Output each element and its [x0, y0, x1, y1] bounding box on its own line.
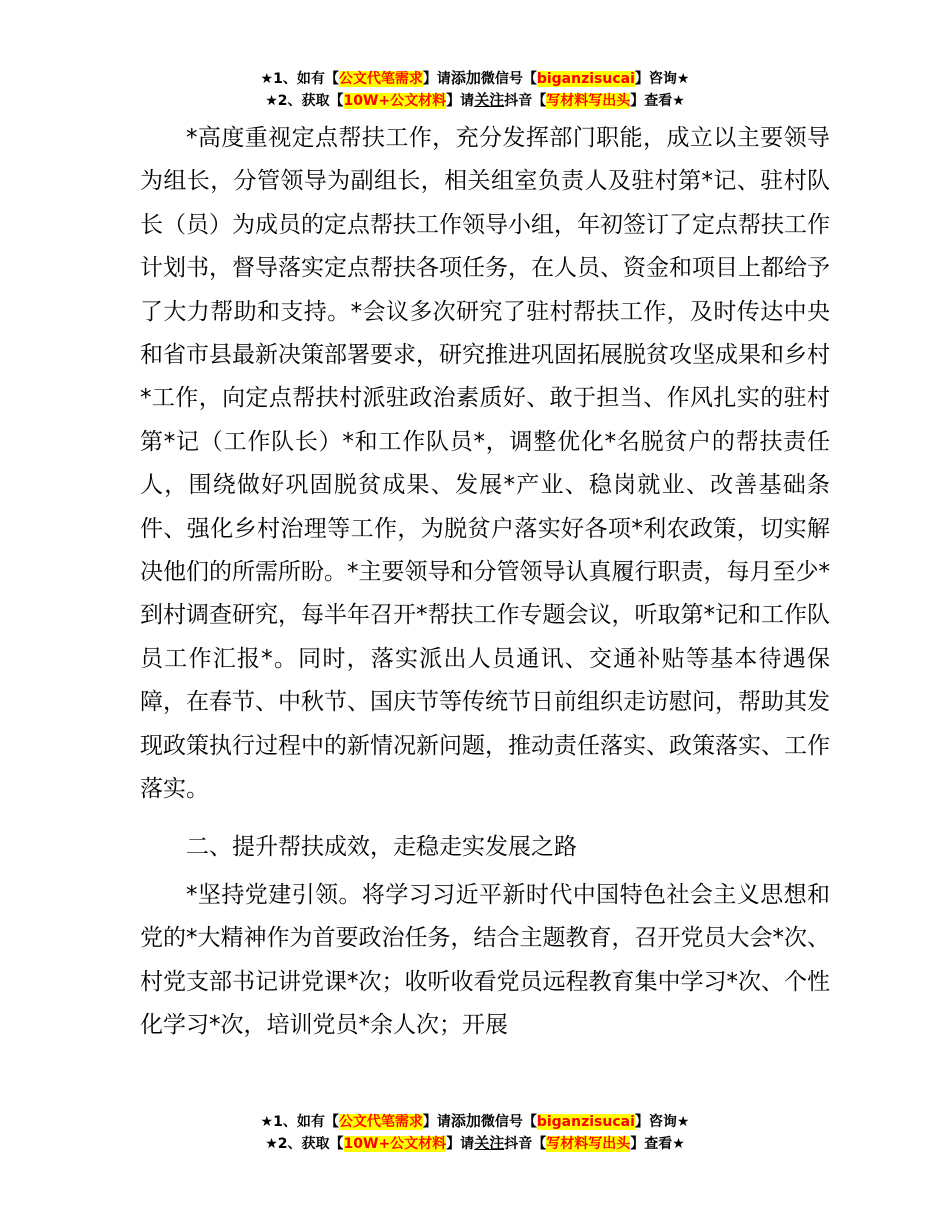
banner-text: 微信号【	[480, 71, 537, 87]
body-paragraph: *坚持党建引领。将学习习近平新时代中国特色社会主义思想和党的*大精神作为首要政治任务，结合主题教育，召开党员大会*次、村党支部书记讲党课*次；收听收看党员远程教育集中学习*次、个性化学习*次，培训党员*余人次；开展	[140, 881, 830, 1039]
banner-text: 】请	[446, 93, 475, 109]
banner-line-1	[0, 1111, 950, 1133]
header-banner	[0, 68, 950, 112]
footer-banner	[0, 1111, 950, 1155]
banner-emphasis: 添加	[450, 69, 481, 87]
banner-text: 抖音【	[504, 1136, 547, 1152]
banner-text: 】咨询★	[634, 71, 690, 87]
banner-text: 】请	[422, 71, 451, 87]
banner-text: ★2、获取【	[265, 1136, 344, 1152]
banner-underline: 关注	[474, 91, 505, 109]
banner-line-1	[0, 68, 950, 90]
banner-text: 】查看★	[630, 1136, 685, 1152]
banner-line-2	[0, 90, 950, 112]
banner-highlight-wechat-id: biganzisucai	[536, 71, 635, 87]
banner-highlight: 公文代笔需求	[338, 1114, 423, 1130]
banner-highlight: 10W+公文材料	[343, 1136, 447, 1152]
banner-text: 】查看★	[630, 93, 685, 109]
banner-text: 微信号【	[480, 1114, 537, 1130]
banner-text: ★2、获取【	[265, 93, 344, 109]
banner-text: ★1、如有【	[260, 71, 339, 87]
body-paragraph: *高度重视定点帮扶工作，充分发挥部门职能，成立以主要领导为组长，分管领导为副组长，相关组室负责人及驻村第*记、驻村队长（员）为成员的定点帮扶工作领导小组，年初签订了定点帮扶工作计划书，督导落实定点帮扶各项任务，在人员、资金和项目上都给予了大力帮助和支持。*会议多次研究了驻村帮扶工作，及时传达中央和省市县最新决策部署要求，研究推进巩固拓展脱贫攻坚成果和乡村*工作，向定点帮扶村派驻政治素质好、敢于担当、作风扎实的驻村第*记（工作队长）*和工作队员*，调整优化*名脱贫户的帮扶责任人，围绕做好巩固脱贫成果、发展*产业、稳岗就业、改善基础条件、强化乡村治理等工作，为脱贫户落实好各项*利农政策，切实解决他们的所需所盼。*主要领导和分管领导认真履行职责，每月至少*到村调查研究，每半年召开*帮扶工作专题会议，听取第*记和工作队员工作汇报*。同时，落实派出人员通讯、交通补贴等基本待遇保障，在春节、中秋节、国庆节等传统节日前组织走访慰问，帮助其发现政策执行过程中的新情况新问题，推动责任落实、政策落实、工作落实。	[140, 125, 830, 803]
banner-highlight: 公文代笔需求	[338, 71, 423, 87]
banner-highlight-douyin-id: 写材料写出头	[546, 93, 631, 109]
banner-text: 抖音【	[504, 93, 547, 109]
banner-highlight-wechat-id: biganzisucai	[536, 1114, 635, 1130]
document-body	[140, 117, 830, 1048]
banner-text: 】请	[422, 1114, 451, 1130]
banner-highlight-douyin-id: 写材料写出头	[546, 1136, 631, 1152]
banner-text: ★1、如有【	[260, 1114, 339, 1130]
banner-line-2	[0, 1133, 950, 1155]
banner-highlight: 10W+公文材料	[343, 93, 447, 109]
banner-text: 】咨询★	[634, 1114, 690, 1130]
banner-emphasis: 添加	[450, 1112, 481, 1130]
banner-text: 】请	[446, 1136, 475, 1152]
banner-underline: 关注	[474, 1134, 505, 1152]
section-heading: 二、提升帮扶成效，走稳走实发展之路	[186, 833, 577, 860]
